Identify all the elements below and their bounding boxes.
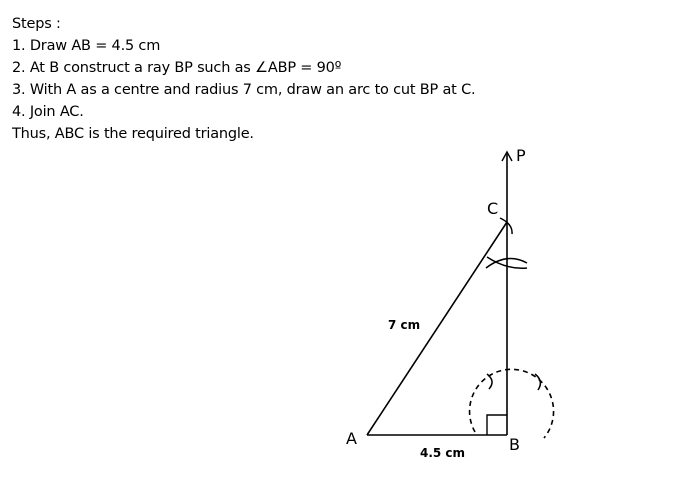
step-3: 3. With A as a centre and radius 7 cm, draw an arc to cut BP at C. [12,82,476,98]
steps-heading: Steps : [12,16,61,32]
label-length-ac: 7 cm [388,318,421,332]
label-length-ab: 4.5 cm [420,446,466,460]
label-point-c: C [487,199,499,218]
steps-conclusion: Thus, ABC is the required triangle. [12,126,254,142]
right-angle-mark [487,415,507,435]
label-point-b: B [509,435,520,454]
step-4: 4. Join AC. [12,104,84,120]
construction-arc-dashed [470,369,554,438]
label-point-p: P [516,146,526,165]
step-1: 1. Draw AB = 4.5 cm [12,38,161,54]
arc-at-c [500,218,512,234]
arc-mark-left [487,374,492,389]
label-point-a: A [346,429,357,448]
step-2: 2. At B construct a ray BP such as ∠ABP = 90º [12,60,342,76]
